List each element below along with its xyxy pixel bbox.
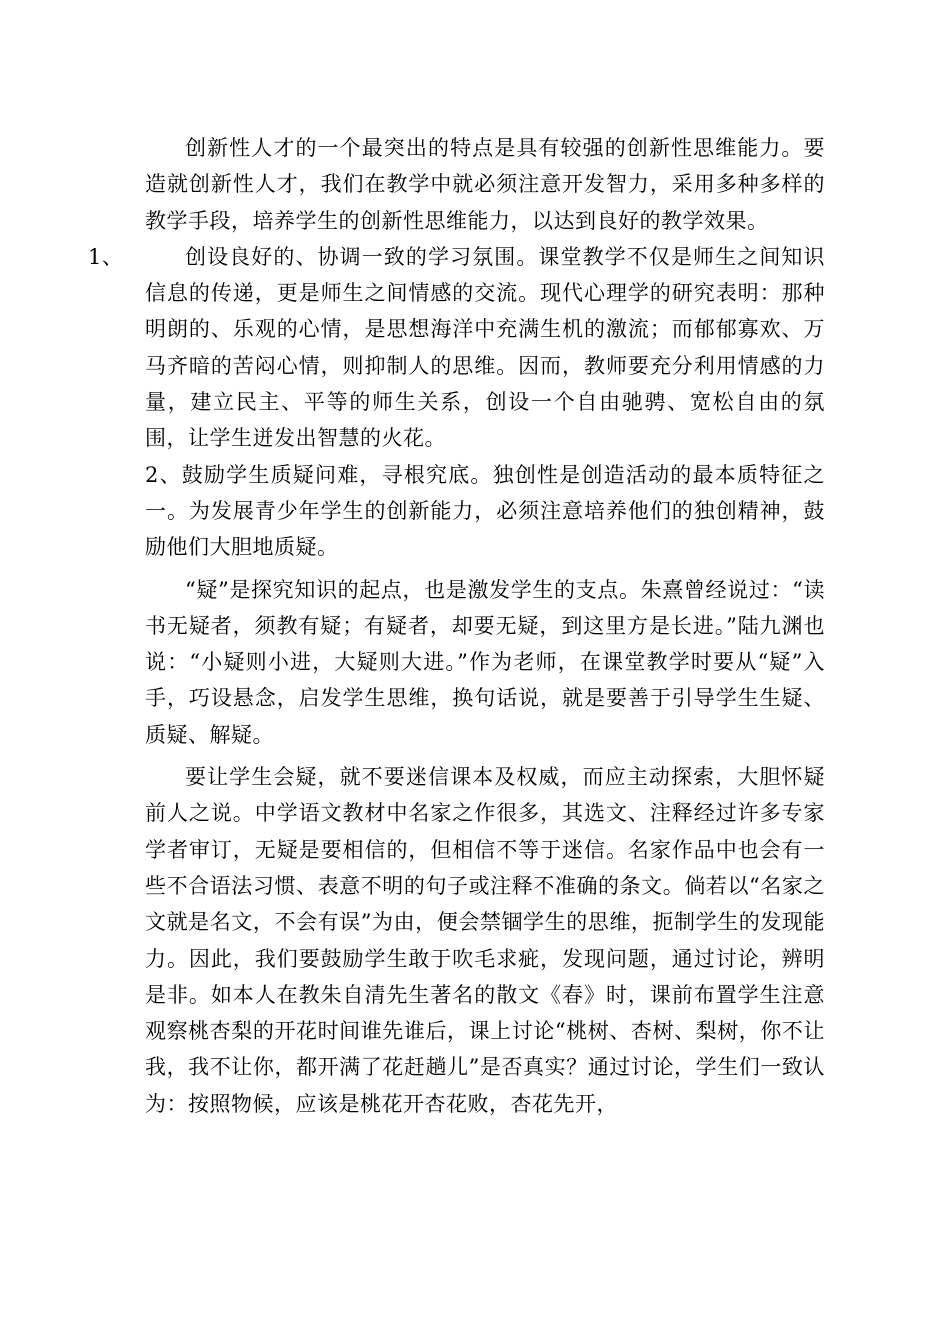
example-paragraph: 要让学生会疑，就不要迷信课本及权威，而应主动探索，大胆怀疑前人之说。中学语文教材中名家之作很多，其选文、注释经过许多专家学者审订，无疑是要相信的，但相信不等于迷信。名家作品中也会有一些不合语法习惯、表意不明的句子或注释不准确的条文。倘若以“名家之文就是名文，不会有误”为由，便会禁锢学生的思维，扼制学生的发现能力。因此，我们要鼓励学生敢于吹毛求疵，发现问题，通过讨论，辨明是非。如本人在教朱自清先生著名的散文《春》时，课前布置学生注意观察桃杏梨的开花时间谁先谁后，课上讨论“桃树、杏树、梨树，你不让我，我不让你，都开满了花赶趟儿”是否真实？通过讨论，学生们一致认为：按照物候，应该是桃花开杏花败，杏花先开，	[145, 765, 825, 1116]
document-body	[88, 130, 825, 1122]
doubt-paragraph: “疑”是探究知识的起点，也是激发学生的支点。朱熹曾经说过：“读书无疑者，须教有疑；有疑者，却要无疑，到这里方是长进。”陆九渊也说：“小疑则小进，大疑则大进。”作为老师，在课堂教学时要从“疑”入手，巧设悬念，启发学生思维，换句话说，就是要善于引导学生生疑、质疑、解疑。	[145, 577, 825, 747]
intro-paragraph: 创新性人才的一个最突出的特点是具有较强的创新性思维能力。要造就创新性人才，我们在教学中就必须注意开发智力，采用多种多样的教学手段，培养学生的创新性思维能力，以达到良好的教学效果。	[145, 136, 825, 233]
list-item-1-text: 创设良好的、协调一致的学习氛围。课堂教学不仅是师生之间知识信息的传递，更是师生之间情感的交流。现代心理学的研究表明：那种明朗的、乐观的心情，是思想海洋中充满生机的激流；而郁郁寡欢、万马齐暗的苦闷心情，则抑制人的思维。因而，教师要充分利用情感的力量，建立民主、平等的师生关系，创设一个自由驰骋、宽松自由的氛围，让学生迸发出智慧的火花。	[145, 244, 825, 451]
list-item-1	[88, 239, 825, 457]
list-item-2: 2、鼓励学生质疑问难，寻根究底。独创性是创造活动的最本质特征之一。为发展青少年学生的创新能力，必须注意培养他们的独创精神，鼓励他们大胆地质疑。	[145, 462, 825, 560]
list-marker-1: 1、	[88, 244, 124, 269]
